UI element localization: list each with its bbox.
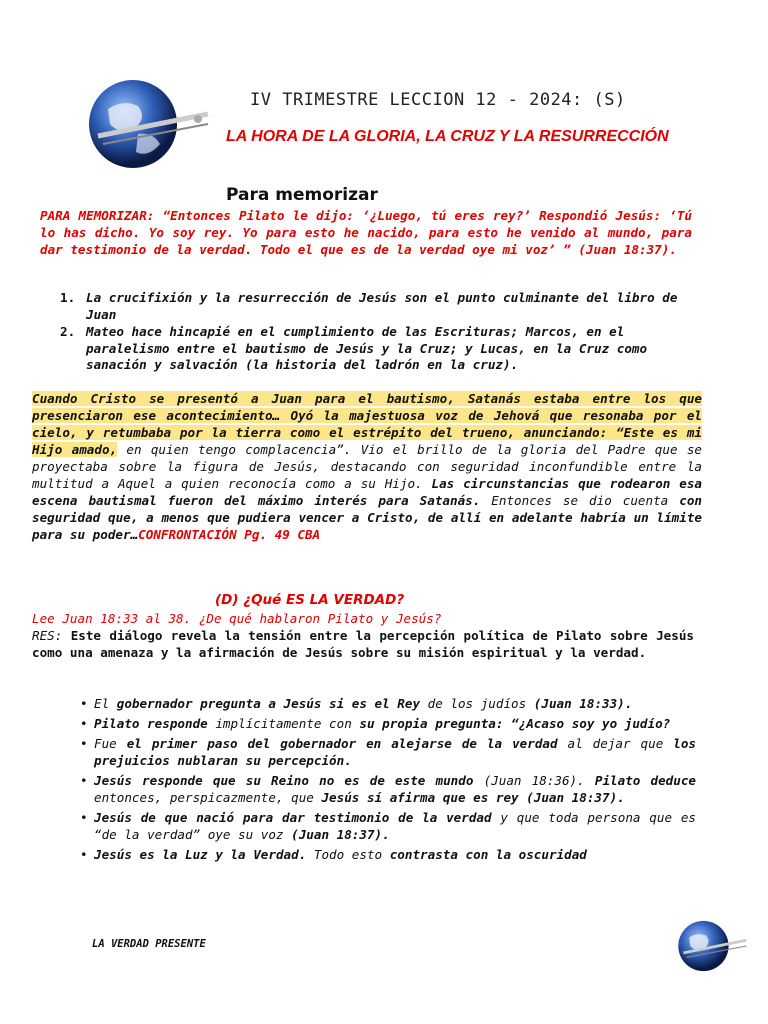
bullet-text: contrasta con la oscuridad	[389, 847, 587, 862]
bullet-icon: •	[80, 847, 88, 862]
bullet-item	[80, 846, 696, 863]
bullet-text: Pilato responde	[94, 716, 216, 731]
study-question: Lee Juan 18:33 al 38. ¿De qué hablaron Pilato y Jesús?	[32, 611, 442, 626]
bullet-item	[80, 809, 696, 843]
list-item-text: Mateo hace hincapié en el cumplimiento de las Escrituras; Marcos, en el paralelismo entre el bautismo de Jesús y la Cruz; y Lucas, en la Cruz como sanación y salvación (la historia del ladrón en la cruz).	[86, 324, 648, 372]
memo-heading: Para memorizar	[226, 185, 378, 205]
bullet-item	[80, 715, 696, 732]
bullet-text: Jesús de que nació para dar testimonio de la verdad	[94, 810, 492, 825]
bullet-text: el primer paso del gobernador en alejarse de la verdad	[126, 736, 558, 751]
bullet-text: (Juan 18:37).	[291, 827, 390, 842]
quote-text-bold: Las circunstancias que rodearon esa escena bautismal fueron del máximo interés para Satanás.	[32, 476, 702, 508]
bullet-text: gobernador pregunta a Jesús si es el Rey	[116, 696, 421, 711]
bullet-text: y que toda persona que es “de la verdad” oye su voz	[94, 810, 696, 842]
bullet-icon: •	[80, 773, 88, 788]
bullet-icon: •	[80, 810, 88, 825]
memory-verse: PARA MEMORIZAR: “Entonces Pilato le dijo: ‘¿Luego, tú eres rey?’ Respondió Jesús: ‘Tú lo has dicho. Yo soy rey. Yo para esto he nacido, para esto he venido al mundo, para dar testimonio de la verdad. Todo el que es de la verdad oye mi voz’ ” (Juan 18:37).	[40, 208, 692, 257]
lesson-title: LA HORA DE LA GLORIA, LA CRUZ Y LA RESURRECCIÓN	[226, 128, 669, 145]
quote-text: Entonces se dio cuenta	[480, 493, 680, 508]
list-number: 1.	[60, 290, 76, 305]
section-heading: (D) ¿Qué ES LA VERDAD?	[215, 592, 405, 608]
bullet-icon: •	[80, 696, 88, 711]
quote-source: CONFRONTACIÓN Pg. 49 CBA	[138, 527, 321, 542]
bullet-item	[80, 695, 696, 712]
globe-logo-icon	[78, 74, 218, 174]
globe-logo-icon	[672, 916, 752, 976]
list-item	[60, 324, 696, 374]
quote-paragraph	[32, 390, 702, 543]
bullet-text: Pilato deduce	[594, 773, 697, 788]
list-item	[60, 290, 696, 323]
bullet-text: (Juan 18:36).	[473, 773, 595, 788]
answer-text: Este diálogo revela la tensión entre la percepción política de Pilato sobre Jesús como una amenaza y la afirmación de Jesús sobre su misión espiritual y la verdad.	[32, 628, 694, 660]
bullet-text: “¿Acaso soy yo judío?	[503, 716, 671, 731]
bullet-text: Jesús sí afirma que es rey (Juan 18:37).	[321, 790, 625, 805]
answer-label: RES:	[32, 628, 63, 643]
bullet-icon: •	[80, 736, 88, 751]
list-number: 2.	[60, 324, 76, 339]
bullet-item	[80, 772, 697, 806]
highlighted-quote: Cuando Cristo se presentó a Juan para el bautismo, Satanás estaba entre los que presenciaron ese acontecimiento… Oyó la majestuosa voz de Jehová que resonaba por el cielo, y retumbaba por la tierra como el estrépito del trueno, anunciando: “Este es mi Hijo amado,	[32, 391, 702, 457]
bullet-text: implícitamente con	[215, 716, 360, 731]
quote-text: en quien tengo complacencia”. Vio el brillo de la gloria del Padre que se proyectaba sobre la figura de Jesús, destacando con seguridad inconfundible entre la multitud a Aquel a quien reconocía como a su Hijo.	[32, 442, 702, 491]
numbered-list	[60, 290, 696, 375]
bullet-icon: •	[80, 716, 88, 731]
bullet-text: al dejar que	[557, 736, 674, 751]
bullet-text: entonces, perspicazmente, que	[94, 790, 322, 805]
bullet-text: los prejuicios nublaran su percepción.	[94, 736, 696, 768]
bullet-text: de los judíos	[420, 696, 534, 711]
bullet-text: (Juan 18:33).	[533, 696, 633, 711]
answer-paragraph	[32, 627, 694, 661]
bullet-list	[80, 695, 697, 866]
bullet-text: Fue	[94, 736, 127, 751]
quote-text-bold: con seguridad que, a menos que pudiera vencer a Cristo, de allí en adelante habría un límite para su poder…	[32, 493, 702, 542]
bullet-text: El	[94, 696, 117, 711]
list-item-text: La crucifixión y la resurrección de Jesús son el punto culminante del libro de Juan	[86, 290, 678, 322]
bullet-text: Todo esto	[306, 847, 390, 862]
bullet-item	[80, 735, 696, 769]
trimester-header: IV TRIMESTRE LECCION 12 - 2024: (S)	[250, 90, 626, 110]
bullet-text: Jesús es la Luz y la Verdad.	[94, 847, 307, 862]
bullet-text: Jesús responde que su Reino no es de este mundo	[94, 773, 474, 788]
bullet-text: su propia pregunta:	[359, 716, 504, 731]
footer-text: LA VERDAD PRESENTE	[92, 938, 206, 950]
